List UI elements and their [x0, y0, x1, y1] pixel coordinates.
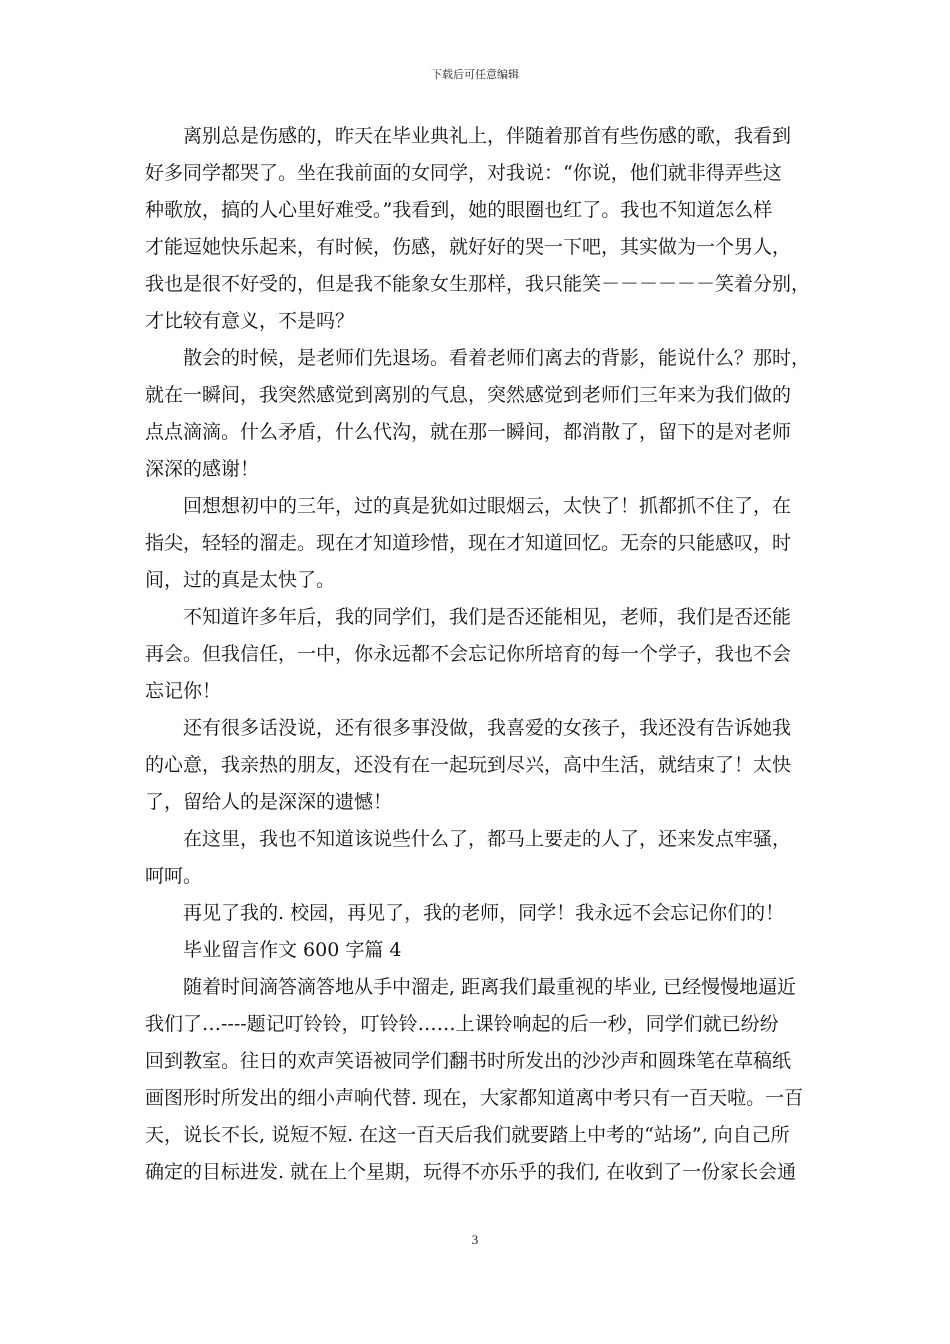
text-line: 点点滴滴。什么矛盾，什么代沟，就在那一瞬间，都消散了，留下的是对老师 — [145, 421, 792, 443]
text-line: 再见了我的. 校园，再见了，我的老师，同学！我永远不会忘记你们的！ — [183, 902, 785, 924]
text-line: 了，留给人的是深深的遗憾！ — [145, 791, 393, 813]
text-line: 在这里，我也不知道该说些什么了，都马上要走的人了，还来发点牢骚， — [183, 828, 792, 850]
text-line: 画图形时所发出的细小声响代替. 现在，大家都知道离中考只有一百天啦。一百 — [145, 1087, 804, 1109]
text-line: 回到教室。往日的欢声笑语被同学们翻书时所发出的沙沙声和圆珠笔在草稿纸 — [145, 1050, 792, 1072]
text-line: 才比较有意义，不是吗？ — [145, 310, 355, 332]
text-line: 深深的感谢！ — [145, 458, 260, 480]
text-line: 随着时间滴答滴答地从手中溜走, 距离我们最重视的毕业, 已经慢慢地逼近 — [183, 976, 797, 998]
text-line: 还有很多话没说，还有很多事没做，我喜爱的女孩子，我还没有告诉她我 — [183, 717, 792, 739]
text-line: 间，过的真是太快了。 — [145, 569, 336, 591]
text-line: 我们了…----题记叮铃铃，叮铃铃……上课铃响起的后一秒，同学们就已纷纷 — [145, 1013, 779, 1035]
text-line: 呵呵。 — [145, 865, 203, 887]
text-line: 的心意，我亲热的朋友，还没有在一起玩到尽兴，高中生活，就结束了！太快 — [145, 754, 792, 776]
body-text — [145, 118, 810, 1191]
page-number: 3 — [471, 1232, 479, 1247]
text-line: 我也是很不好受的，但是我不能象女生那样，我只能笑－－－－－－笑着分别， — [145, 273, 810, 295]
text-line: 回想想初中的三年，过的真是犹如过眼烟云，太快了！抓都抓不住了，在 — [183, 495, 792, 517]
text-line: 好多同学都哭了。坐在我前面的女同学，对我说：“你说，他们就非得弄些这 — [145, 162, 782, 184]
text-line: 确定的目标进发. 就在上个星期，玩得不亦乐乎的我们, 在收到了一份家长会通 — [145, 1161, 797, 1183]
text-line: 天，说长不长, 说短不短. 在这一百天后我们就要踏上中考的“站场”, 向自己所 — [145, 1124, 790, 1146]
text-line: 散会的时候，是老师们先退场。看着老师们离去的背影，能说什么？那时， — [183, 347, 810, 369]
text-line: 种歌放，搞的人心里好难受。”我看到，她的眼圈也红了。我也不知道怎么样 — [145, 199, 773, 221]
text-line: 指尖，轻轻的溜走。现在才知道珍惜，现在才知道回忆。无奈的只能感叹，时 — [145, 532, 792, 554]
text-line: 忘记你！ — [145, 680, 222, 702]
text-line: 再会。但我信任，一中，你永远都不会忘记你所培育的每一个学子，我也不会 — [145, 643, 792, 665]
page-header: 下载后可任意编辑 — [431, 68, 519, 81]
text-line: 离别总是伤感的，昨天在毕业典礼上，伴随着那首有些伤感的歌，我看到 — [183, 125, 792, 147]
text-line: 才能逗她快乐起来，有时候，伤感，就好好的哭一下吧，其实做为一个男人， — [145, 236, 792, 258]
text-line: 不知道许多年后，我的同学们，我们是否还能相见，老师，我们是否还能 — [183, 606, 792, 628]
text-line: 就在一瞬间，我突然感觉到离别的气息，突然感觉到老师们三年来为我们做的 — [145, 384, 792, 406]
text-line: 毕业留言作文 600 字篇 4 — [183, 939, 402, 961]
